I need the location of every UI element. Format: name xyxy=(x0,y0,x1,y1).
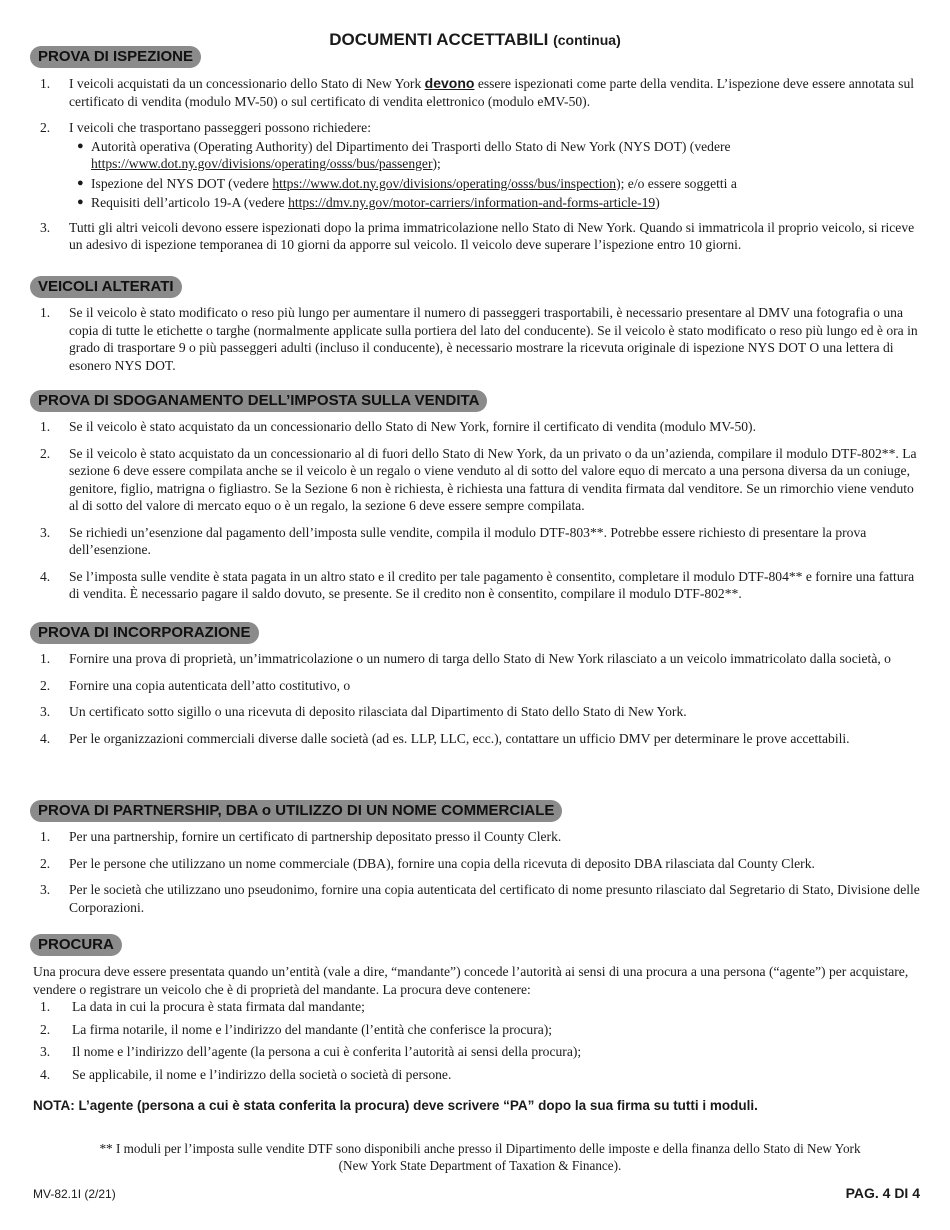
bullet-item: ● Autorità operativa (Operating Authority) del Dipartimento dei Trasporti dello Stato di New York (NYS DOT) (vedere https://www.dot.ny.gov/divisions/operating/osss/bus/passenger); xyxy=(77,138,731,171)
list-item: 2. La firma notarile, il nome e l’indirizzo del mandante (l’entità che conferisce la procura); xyxy=(40,1021,553,1037)
altered-list xyxy=(36,304,924,374)
list-item: 1. I veicoli acquistati da un concessionario dello Stato di New York devono essere ispezionati come parte della vendita. L’ispezione deve essere annotata sul certificato di vendita (modulo MV-50) o sul certificato di vendita elettronico (modulo eMV-50). xyxy=(40,75,915,109)
list-item: 4. Per le organizzazioni commerciali diverse dalle società (ad es. LLP, LLC, ecc.), contattare un ufficio DMV per determinare le prove accettabili. xyxy=(40,730,850,746)
list-item: 1. Se il veicolo è stato acquistato da un concessionario dello Stato di New York, fornire il certificato di vendita (modulo MV-50). xyxy=(40,419,756,434)
footnote-line-2: (New York State Department of Taxation & Finance). xyxy=(338,1158,622,1173)
bullet-icon: ● xyxy=(77,139,84,152)
section-header-incorporation: PROVA DI INCORPORAZIONE xyxy=(30,622,259,644)
section-header-power-of-attorney: PROCURA xyxy=(30,934,122,956)
section-header-partnership: PROVA DI PARTNERSHIP, DBA o UTILIZZO DI UN NOME COMMERCIALE xyxy=(30,800,562,822)
list-item: 4. Se l’imposta sulle vendite è stata pagata in un altro stato e il credito per tale pagamento è consentito, completare il modulo DTF-804** e fornire una fattura di vendita. È necessario pagare il saldo dovuto, se presente. Se il credito non è consentito, compilare il modulo DTF-802**. xyxy=(40,568,915,601)
power-of-attorney-intro: Una procura deve essere presentata quando un’entità (vale a dire, “mandante”) concede l’autorità ai sensi di una procura a una persona (“agente”) per acquistare, vendere o registrare un veicolo che è di proprietà del mandante. La procura deve contenere: xyxy=(33,964,909,997)
page-number: PAG. 4 DI 4 xyxy=(845,1185,920,1201)
list-item: 1. Fornire una prova di proprietà, un’immatricolazione o un numero di targa dello Stato di New York rilasciato a un veicolo immatricolato dalla società, o xyxy=(40,651,891,666)
list-item: 1. Se il veicolo è stato modificato o reso più lungo per aumentare il numero di passeggeri trasportabili, è necessario presentare al DMV una fotografia o una copia di tutte le etichette o targhe (normalmente applicate sulla portiera del lato del conducente). Se il veicolo è stato modificato o reso più lungo ed è ora in grado di trasportare 9 o più passeggeri adulti (incluso il conducente), è necessario mostrare la ricevuta originale di ispezione NYS DOT O una lettera di esonero NYS DOT. xyxy=(40,305,918,373)
list-item: 4. Se applicabile, il nome e l’indirizzo della società o società di persone. xyxy=(40,1066,452,1082)
bullet-item: ● Requisiti dell’articolo 19-A (vedere https://dmv.ny.gov/motor-carriers/information-and-forms-article-19) xyxy=(77,195,660,210)
title-continued: (continua) xyxy=(553,32,621,48)
footnote-line-1: ** I moduli per l’imposta sulle vendite DTF sono disponibili anche presso il Dipartimento delle imposte e della finanza dello Stato di New York xyxy=(99,1141,861,1156)
link-passenger[interactable]: https://www.dot.ny.gov/divisions/operating/osss/bus/passenger xyxy=(91,156,433,171)
bullet-list xyxy=(69,138,924,212)
list-item: 2. I veicoli che trasportano passeggeri possono richiedere: ● Autorità operativa (Operating Authority) del Dipartimento dei Trasporti dello Stato di New York (NYS DOT) (vedere https://www.dot.ny.gov/divisions/operating/osss/bus/passenger); ● Ispezione del NYS DOT (vedere https://www.dot.ny.gov/divisions/operating/osss/bus/inspection); e/o essere soggetti a ● Requisiti dell’articolo 19-A (vedere https://dmv.ny.gov/motor-carriers/information-and-forms-article-19) xyxy=(36,119,924,212)
bullet-icon: ● xyxy=(77,196,84,208)
list-item: 3. Per le società che utilizzano uno pseudonimo, fornire una copia autenticata del certificato di nome presunto rilasciato dal Segretario di Stato, Divisione delle Corporazioni. xyxy=(40,882,920,915)
power-of-attorney-list xyxy=(36,998,924,1088)
incorporation-list xyxy=(36,650,924,747)
form-id: MV-82.1I (2/21) xyxy=(33,1187,116,1201)
inspection-list xyxy=(36,75,924,254)
list-item: 2. Per le persone che utilizzano un nome commerciale (DBA), fornire una copia della ricevuta di deposito DBA rilasciata dal County Clerk. xyxy=(40,855,815,871)
list-item: 3. Se richiedi un’esenzione dal pagamento dell’imposta sulle vendite, compila il modulo DTF-803**. Potrebbe essere richiesto di presentare la prova dell’esenzione. xyxy=(40,524,867,557)
emphasis-devono: devono xyxy=(424,75,475,91)
note: NOTA: L’agente (persona a cui è stata conferita la procura) deve scrivere “PA” dopo la sua firma su tutti i moduli. xyxy=(33,1098,758,1113)
partnership-list xyxy=(36,828,924,916)
list-item: 2. Se il veicolo è stato acquistato da un concessionario al di fuori dello Stato di New York, da un privato o da un’azienda, compilare il modulo DTF-802**. La sezione 6 deve essere compilata anche se il veicolo è un regalo o viene venduto al di sotto del valore equo di mercato a una persona diversa da un coniuge, genitore, figlio, matrigna o figliastro. Se la Sezione 6 non è richiesta, è richiesta una fattura di vendita firmata dal venditore. Se un rimorchio viene venduto al di sotto del valore di mercato equo o è un regalo, la sezione 6 deve essere sempre compilata. xyxy=(40,445,917,513)
list-item: 1. La data in cui la procura è stata firmata dal mandante; xyxy=(40,999,365,1014)
bullet-item: ● Ispezione del NYS DOT (vedere https://www.dot.ny.gov/divisions/operating/osss/bus/inspection); e/o essere soggetti a xyxy=(77,175,737,191)
footnote xyxy=(60,1140,900,1174)
list-item: 2. Fornire una copia autenticata dell’atto costitutivo, o xyxy=(40,677,351,693)
section-header-sales-tax: PROVA DI SDOGANAMENTO DELL’IMPOSTA SULLA VENDITA xyxy=(30,390,487,412)
list-item: 1. Per una partnership, fornire un certificato di partnership depositato presso il County Clerk. xyxy=(40,829,562,844)
list-item: 3. Un certificato sotto sigillo o una ricevuta di deposito rilasciata dal Dipartimento di Stato dello Stato di New York. xyxy=(40,704,687,719)
list-item: 3. Il nome e l’indirizzo dell’agente (la persona a cui è conferita l’autorità ai sensi della procura); xyxy=(40,1044,582,1059)
section-header-inspection: PROVA DI ISPEZIONE xyxy=(30,46,201,68)
link-inspection[interactable]: https://www.dot.ny.gov/divisions/operating/osss/bus/inspection xyxy=(272,175,617,191)
section-header-altered-vehicles: VEICOLI ALTERATI xyxy=(30,276,182,298)
list-item: 3. Tutti gli altri veicoli devono essere ispezionati dopo la prima immatricolazione nello Stato di New York. Quando si immatricola il proprio veicolo, si riceve un adesivo di ispezione temporanea di 10 giorni da apporre sul veicolo. Il veicolo deve superare l’ispezione entro 10 giorni. xyxy=(40,219,915,252)
sales-tax-list xyxy=(36,418,924,603)
link-article-19[interactable]: https://dmv.ny.gov/motor-carriers/information-and-forms-article-19 xyxy=(288,195,656,210)
title-main: DOCUMENTI ACCETTABILI xyxy=(329,30,549,49)
bullet-icon: ● xyxy=(77,176,84,189)
